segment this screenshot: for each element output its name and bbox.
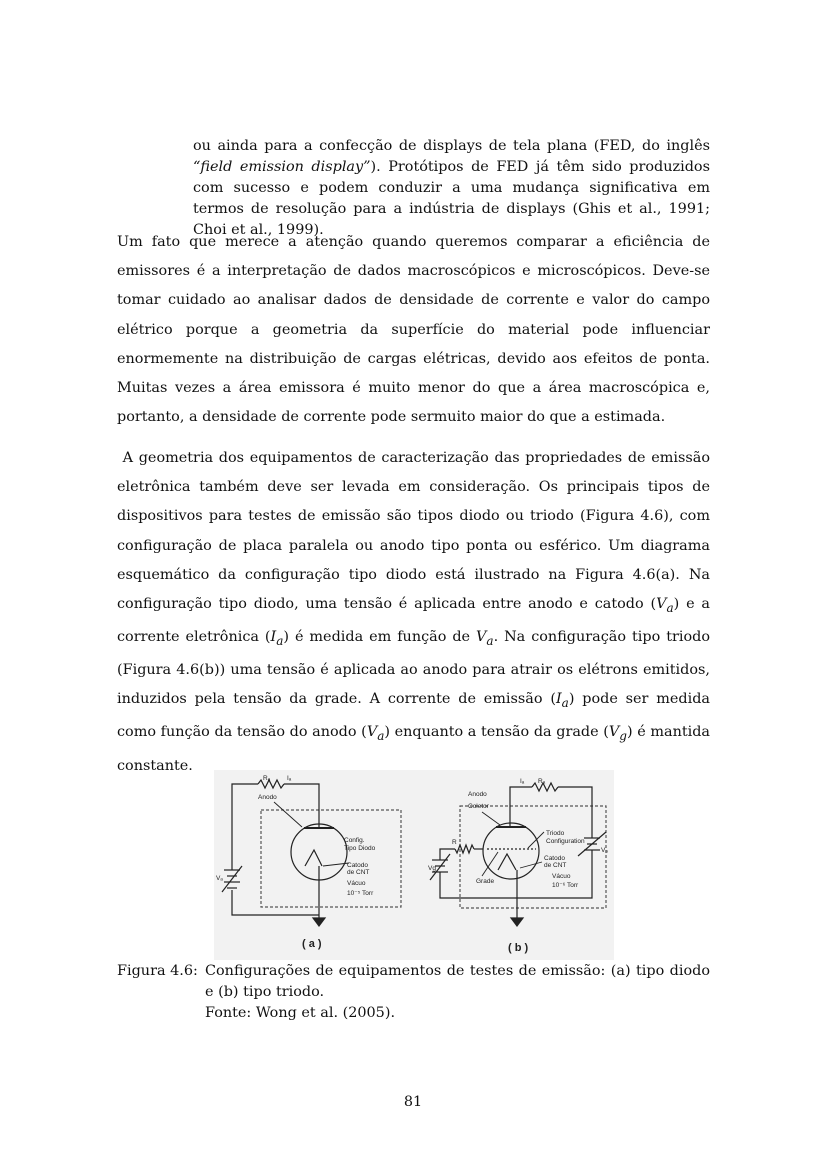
label-figure-a: ( a ) xyxy=(302,938,322,950)
label-vacuo-a: Vácuo xyxy=(347,880,366,887)
paragraph-2: A geometria dos equipamentos de caracterização das propriedades de emissão eletrônica também deve ser levada em consideração. Os principais tipos de dispositivos para testes de emissão são tipos diodo ou triodo (Figura 4.6), com configuração de placa paralela ou anodo tipo ponta ou esférico. Um diagrama esquemático da configuração tipo diodo está ilustrado na Figura 4.6(a). Na configuração tipo diodo, uma tensão é aplicada entre anodo e catodo $(V_a)$ e a corrente eletrônica $(I_a)$ é medida em função de $V_a$. Na configuração tipo triodo (Figura 4.6(b)) uma tensão é aplicada ao anodo para atrair os elétrons emitidos, induzidos pela tensão da grade. A corrente de emissão $(I_a)$ pode ser medida como função da tensão do anodo $(V_a)$ enquanto a tensão da grade $(V_g)$ é mantida constante. xyxy=(117,450,711,774)
paragraph-1: Um fato que merece a atenção quando queremos comparar a eficiência de emissores é a interpretação de dados macroscópicos e microscópicos. Deve-se tomar cuidado ao analisar dados de densidade de corrente e valor do campo elétrico porque a geometria da superfície do material pode influenciar enormemente na distribuição de cargas elétricas, devido aos efeitos de ponta. Muitas vezes a área emissora é muito menor do que a área macroscópica e, portanto, a densidade de corrente pode sermuito maior do que a estimada. xyxy=(117,234,710,426)
caption-source: Fonte: Wong et al. (2005). xyxy=(205,1005,396,1021)
symbol-ia: $I_a$ xyxy=(555,691,569,711)
label-cnt-a: de CNT xyxy=(347,869,370,876)
label-rg-b: R xyxy=(452,839,457,846)
label-torr-a: 10⁻⁵ Torr xyxy=(347,890,374,897)
label-ia-b: Iₐ xyxy=(520,778,525,785)
label-ra-b: Rₐ xyxy=(538,778,546,785)
label-torr-b: 10⁻⁶ Torr xyxy=(552,882,579,889)
figure-4-6 xyxy=(214,770,614,960)
label-vacuo-b: Vácuo xyxy=(552,873,571,880)
label-grade-b: Grade xyxy=(476,878,495,885)
label-anodo-b: Anodo xyxy=(468,791,487,798)
label-triodo-b: Triodo xyxy=(546,830,565,837)
quote-text-end: ). Protótipos de FED já têm sido produzidos com sucesso e podem conduzir a uma mudança significativa em termos de resolução para a indústria de displays (Ghis et al., 1991; Choi et al., 1999). xyxy=(193,159,710,238)
label-config-a: Config. xyxy=(344,837,365,844)
label-figure-b: ( b ) xyxy=(508,942,529,954)
symbol-vg: $V_g$ xyxy=(608,724,627,744)
label-va-b: Vₐ xyxy=(601,847,608,854)
page-number: 81 xyxy=(403,1094,423,1110)
symbol-va: $V_a$ xyxy=(476,629,494,648)
label-configuration-b: Configuration xyxy=(546,838,585,845)
circuit-diagrams xyxy=(214,770,614,960)
symbol-va: $V_a$ xyxy=(366,724,385,744)
label-tipo-diodo-a: Tipo Diodo xyxy=(344,845,376,852)
symbol-va: $V_a$ xyxy=(656,596,674,615)
block-quote xyxy=(193,136,710,241)
label-cnt-b: de CNT xyxy=(544,862,567,869)
label-catodo-a: Catodo xyxy=(347,862,368,869)
quote-italic-term: “field emission display” xyxy=(193,159,371,175)
caption-text: Configurações de equipamentos de testes de emissão: (a) tipo diodo e (b) tipo triodo. xyxy=(205,963,710,1000)
label-vg-b: Vg xyxy=(428,865,436,872)
label-anodo-a: Anodo xyxy=(258,794,277,801)
label-catodo-b: Catodo xyxy=(544,855,565,862)
caption-label: Figura 4.6: xyxy=(117,963,198,979)
label-ia-a: Iₐ xyxy=(287,775,292,782)
label-va-a: Vₐ xyxy=(216,875,223,882)
label-coletor-b: Coletor xyxy=(468,803,489,810)
symbol-ia: $I_a$ xyxy=(270,629,284,648)
label-ra-a: Rₐ xyxy=(263,775,271,782)
quote-text-start: ou ainda para a confecção de displays de tela plana (FED, do inglês xyxy=(193,138,710,154)
